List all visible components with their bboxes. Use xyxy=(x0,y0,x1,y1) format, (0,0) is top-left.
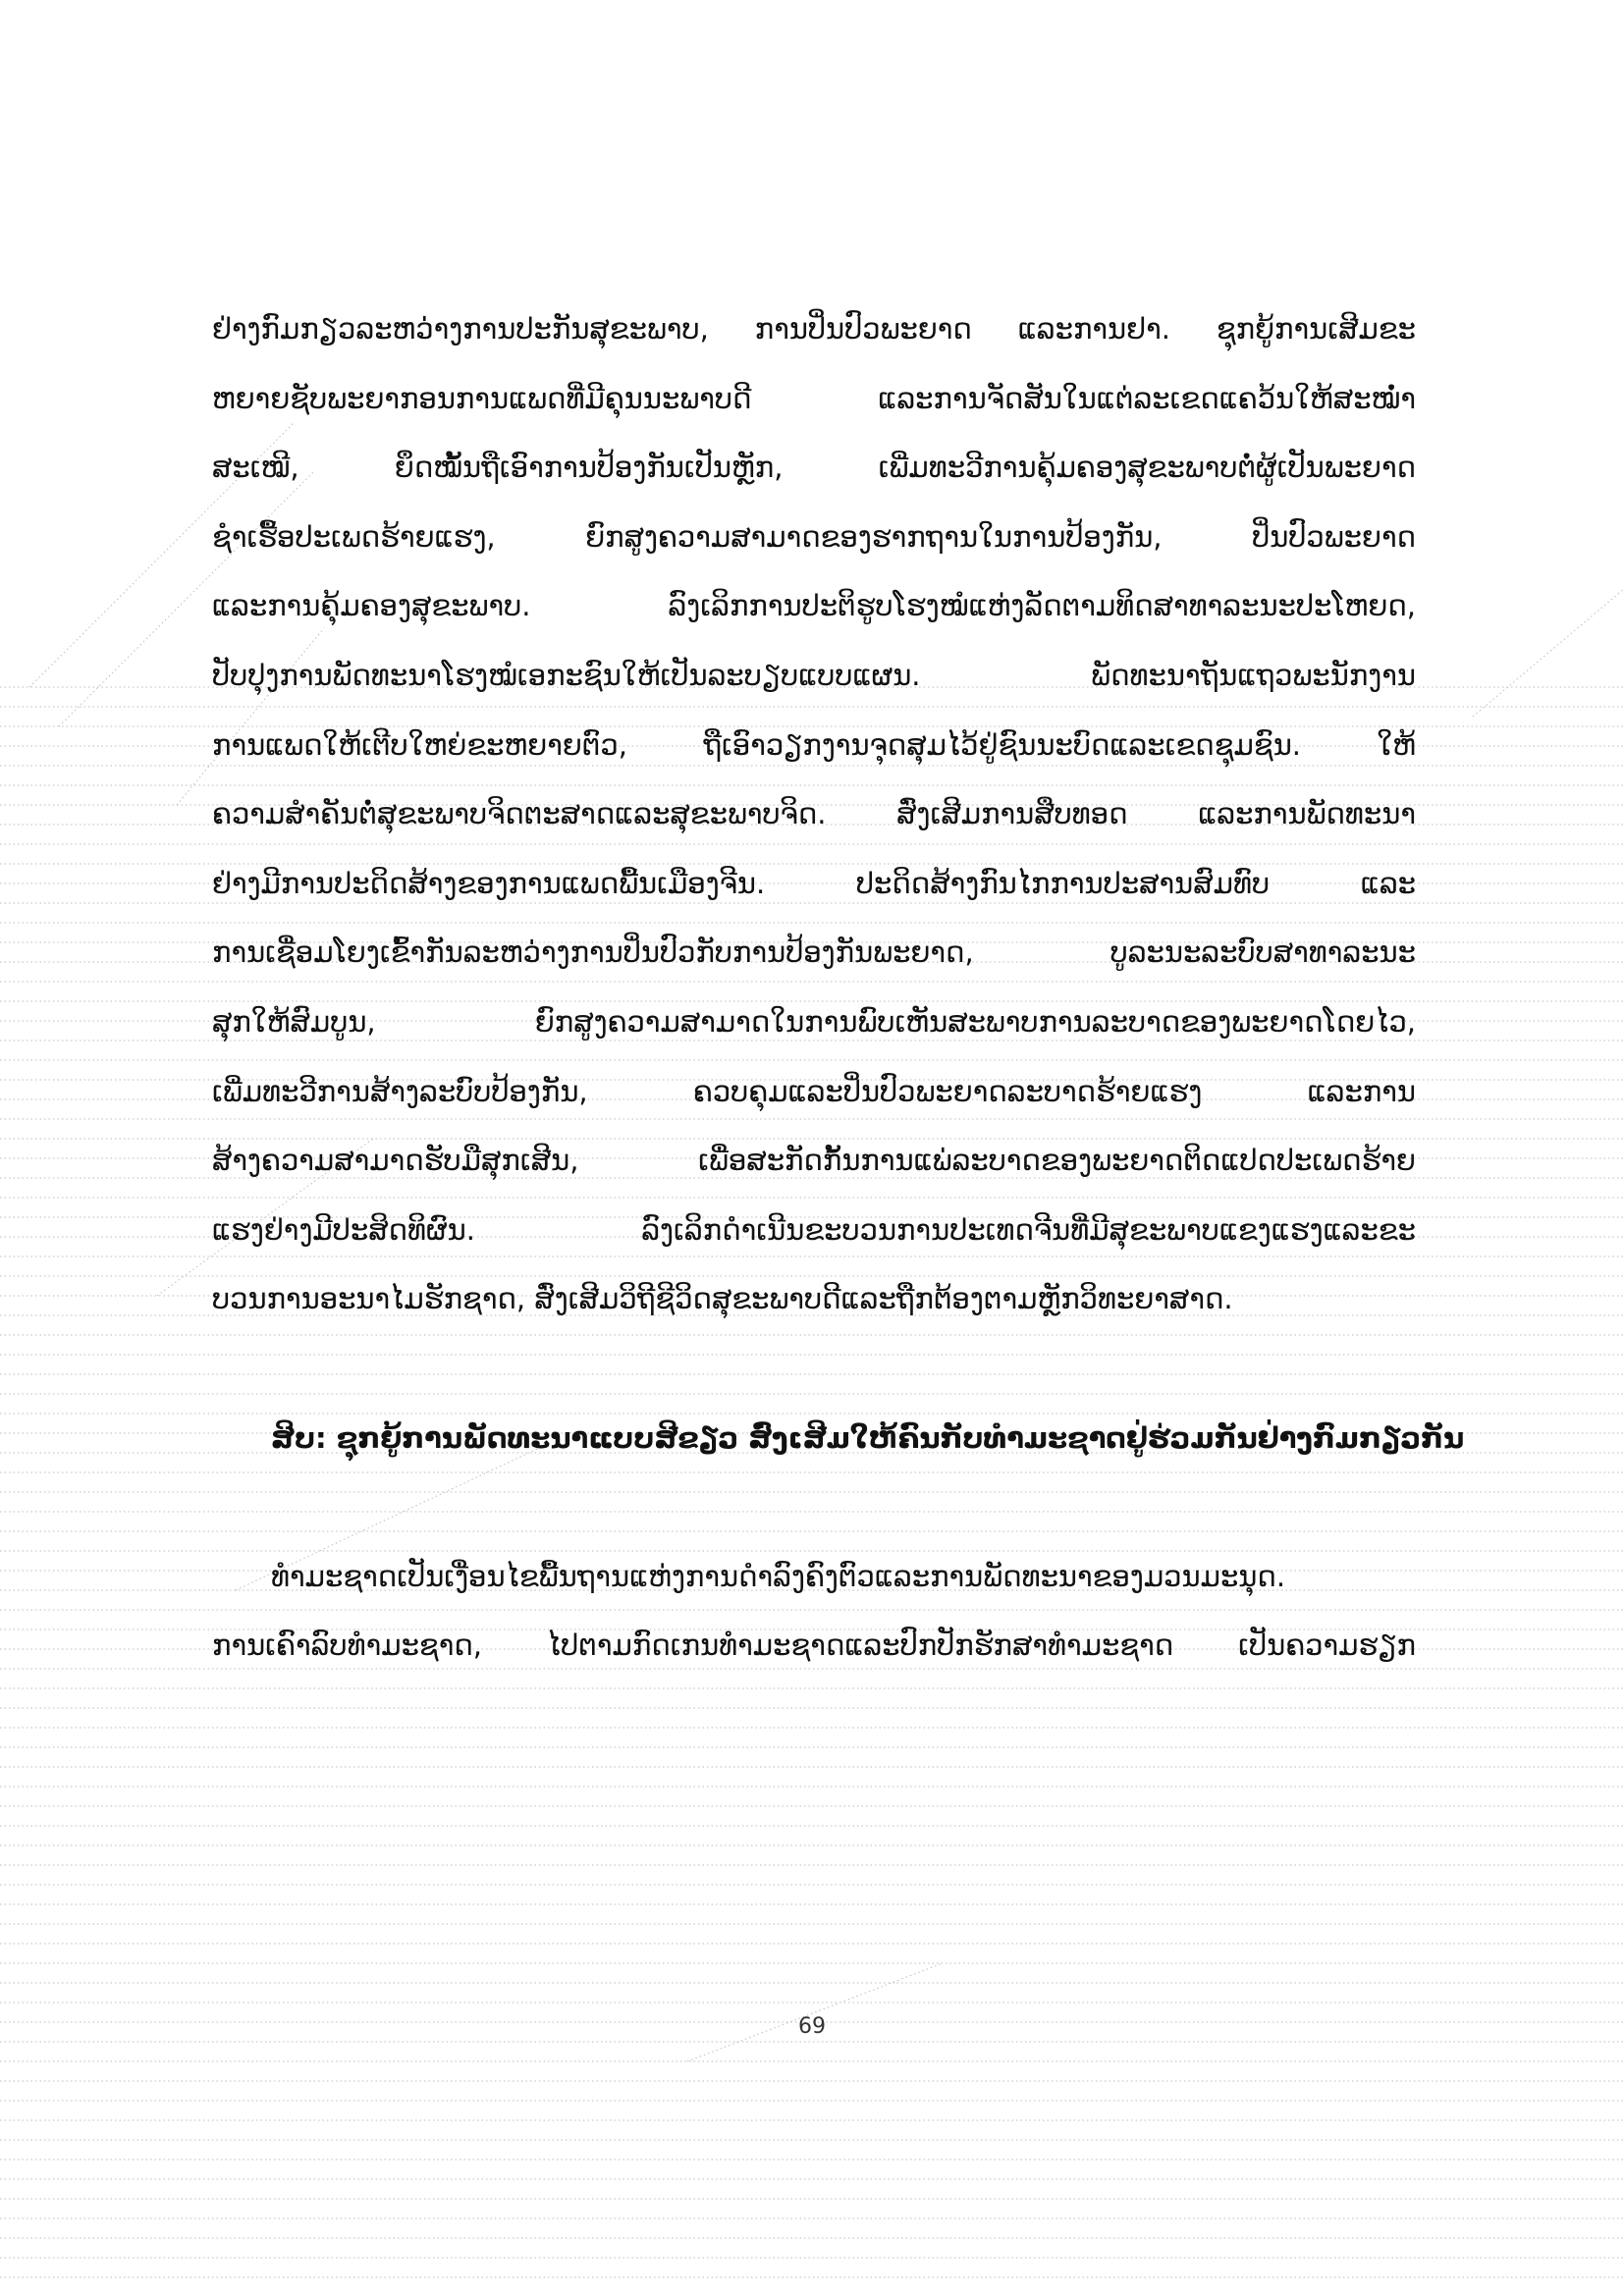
paragraph-health xyxy=(212,294,1416,1334)
spacer xyxy=(212,1472,1416,1542)
text-line: ປັບປຸງການພັດທະນາໂຮງໝໍເອກະຊົນໃຫ້ເປັນລະບຽບແບບແຜນ. ພັດທະນາຖັນແຖວພະນັກງານ xyxy=(212,658,1416,692)
text-line: ຢ່າງມີການປະດິດສ້າງຂອງການແພດພື້ນເມືອງຈີນ. ປະດິດສ້າງກົນໄກການປະສານສົມທົບ ແລະ xyxy=(212,866,1416,900)
text-line: ສະເໝີ, ຍຶດໝັ້ນຖືເອົາການປ້ອງກັນເປັນຫຼັກ, ເພີ່ມທະວີການຄຸ້ມຄອງສຸຂະພາບຕໍ່ຜູ້ເປັນພະຍາດ xyxy=(212,451,1416,485)
paragraph-nature xyxy=(212,1542,1416,1681)
text-line: ບວນການອະນາໄມຮັກຊາດ, ສົ່ງເສີມວິຖີຊີວິດສຸຂະພາບດີແລະຖືກຕ້ອງຕາມຫຼັກວິທະຍາສາດ. xyxy=(212,1282,1233,1316)
text-line: ການເຊື່ອມໂຍງເຂົ້າກັນລະຫວ່າງການປິ່ນປົວກັບການປ້ອງກັນພະຍາດ, ບູລະນະລະບົບສາທາລະນະ xyxy=(212,935,1416,970)
body-text xyxy=(212,294,1465,1681)
spacer xyxy=(212,1334,1416,1404)
page-number: 69 xyxy=(798,2014,826,2039)
section-heading: ສິບ: ຊຸກຍູ້ການພັດທະນາແບບສີຂຽວ ສົ່ງເສີມໃຫ້ຄົນກັບທໍາມະຊາດຢູ່ຮ່ວມກັນຢ່າງກົມກຽວກັນ xyxy=(271,1420,1465,1455)
text-line: ການແພດໃຫ້ເຕີບໃຫຍ່ຂະຫຍາຍຕົວ, ຖືເອົາວຽກງານຈຸດສຸມໄວ້ຢູ່ຊົນນະບົດແລະເຂດຊຸມຊົນ. ໃຫ້ xyxy=(212,727,1416,762)
text-line: ແລະການຄຸ້ມຄອງສຸຂະພາບ. ລົງເລິກການປະຕິຮູບໂຮງໝໍແຫ່ງລັດຕາມທິດສາທາລະນະປະໂຫຍດ, xyxy=(212,589,1416,623)
text-line: ສຸກໃຫ້ສົມບູນ, ຍົກສູງຄວາມສາມາດໃນການພົບເຫັນສະພາບການລະບາດຂອງພະຍາດໂດຍໄວ, xyxy=(212,1004,1416,1039)
text-line: ການເຄົາລົບທໍາມະຊາດ, ໄປຕາມກົດເກນທໍາມະຊາດແລະປົກປັກຮັກສາທໍາມະຊາດ ເປັນຄວາມຮຽກ xyxy=(212,1629,1416,1663)
text-line: ສ້າງຄວາມສາມາດຮັບມືສຸກເສີນ, ເພື່ອສະກັດກັ້ນການແພ່ລະບາດຂອງພະຍາດຕິດແປດປະເພດຮ້າຍ xyxy=(212,1144,1416,1178)
text-line: ແຮງຢ່າງມີປະສິດທິຜົນ. ລົງເລິກດໍາເນີນຂະບວນການປະເທດຈີນທີ່ມີສຸຂະພາບແຂງແຮງແລະຂະ xyxy=(212,1212,1416,1247)
text-line: ຢ່າງກົມກຽວລະຫວ່າງການປະກັນສຸຂະພາບ, ການປິ່ນປົວພະຍາດ ແລະການຢາ. ຊຸກຍູ້ການເສີມຂະ xyxy=(212,312,1416,346)
text-line: ເພີ່ມທະວີການສ້າງລະບົບປ້ອງກັນ, ຄວບຄຸມແລະປິ່ນປົວພະຍາດລະບາດຮ້າຍແຮງ ແລະການ xyxy=(212,1074,1416,1108)
text-line: ຊໍາເຮື້ອປະເພດຮ້າຍແຮງ, ຍົກສູງຄວາມສາມາດຂອງຮາກຖານໃນການປ້ອງກັນ, ປິ່ນປົວພະຍາດ xyxy=(212,519,1416,554)
text-line: ທໍາມະຊາດເປັນເງື່ອນໄຂພື້ນຖານແຫ່ງການດໍາລົງຄົງຕົວແລະການພັດທະນາຂອງມວນມະນຸດ. xyxy=(271,1559,1286,1593)
text-line: ຄວາມສໍາຄັນຕໍ່ສຸຂະພາບຈິດຕະສາດແລະສຸຂະພາບຈິດ. ສົ່ງເສີມການສືບທອດ ແລະການພັດທະນາ xyxy=(212,797,1416,831)
text-line: ຫຍາຍຊັບພະຍາກອນການແພດທີ່ມີຄຸນນະພາບດີ ແລະການຈັດສັນໃນແຕ່ລະເຂດແຄວ້ນໃຫ້ສະໝໍ່າ xyxy=(212,381,1416,415)
